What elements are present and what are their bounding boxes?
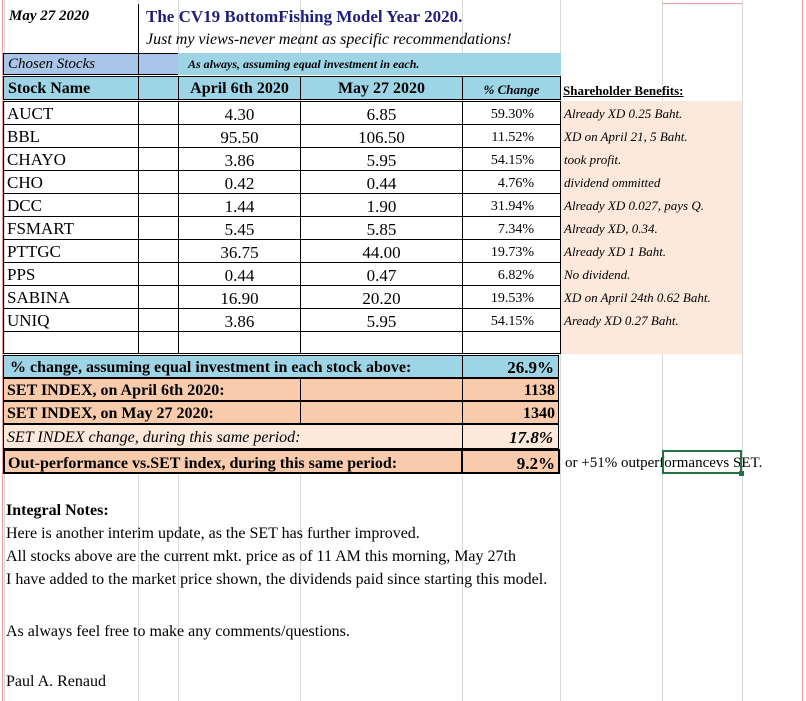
outperformance-label[interactable]: Out-performance vs.SET index, during this same period: [3, 449, 463, 474]
chosen-stocks-blank[interactable] [138, 53, 179, 75]
stock-name-cell[interactable]: AUCT [3, 101, 139, 125]
stock-name-cell[interactable]: DCC [3, 193, 139, 217]
page-subtitle: Just my views-never meant as specific recommendations! [146, 31, 512, 48]
border-line [662, 3, 742, 4]
chosen-stocks-label[interactable]: Chosen Stocks [3, 53, 139, 75]
outperformance-value[interactable]: 9.2% [461, 449, 560, 474]
blank-cell[interactable] [138, 170, 179, 194]
blank-cell[interactable] [138, 101, 179, 125]
april-price-cell[interactable]: 16.90 [178, 285, 301, 309]
blank-cell[interactable] [138, 124, 179, 148]
may-price-cell[interactable]: 6.85 [300, 101, 463, 125]
notes-line: As always feel free to make any comments/questions. [6, 623, 350, 640]
pct-change-cell[interactable]: 59.30% [462, 101, 561, 125]
set-may-value[interactable]: 1340 [462, 401, 559, 424]
stock-name-cell[interactable]: CHO [3, 170, 139, 194]
benefit-cell[interactable]: took profit. [561, 147, 742, 170]
set-may-label[interactable]: SET INDEX, on May 27 2020: [3, 401, 301, 424]
outperformance-note-part: or +51% outp [565, 455, 648, 471]
april-price-cell[interactable]: 1.44 [178, 193, 301, 217]
page-title: The CV19 BottomFishing Model Year 2020. [146, 7, 463, 26]
benefit-cell[interactable]: Aready XD 0.27 Baht. [561, 308, 742, 331]
date-cell[interactable]: May 27 2020 [9, 8, 89, 24]
set-change-label[interactable]: SET INDEX change, during this same period: [3, 424, 463, 449]
summary-pct-label[interactable]: % change, assuming equal investment in each stock above: [3, 355, 463, 378]
outperformance-note-part: erformance [647, 455, 716, 471]
blank-cell[interactable] [462, 331, 561, 354]
notes-heading: Integral Notes: [6, 502, 109, 519]
selected-cell-outline[interactable] [662, 450, 742, 474]
col-header-benefits[interactable]: Shareholder Benefits: [563, 83, 684, 98]
april-price-cell[interactable]: 95.50 [178, 124, 301, 148]
stock-name-cell[interactable]: UNIQ [3, 308, 139, 332]
benefit-cell[interactable]: Already XD, 0.34. [561, 216, 742, 239]
set-april-label[interactable]: SET INDEX, on April 6th 2020: [3, 378, 301, 401]
may-price-cell[interactable]: 5.95 [300, 308, 463, 332]
stock-name-cell[interactable]: CHAYO [3, 147, 139, 171]
col-header-may[interactable]: May 27 2020 [300, 76, 463, 100]
set-change-value[interactable]: 17.8% [462, 424, 559, 449]
benefit-cell[interactable]: Already XD 0.25 Baht. [561, 101, 742, 124]
blank-cell[interactable] [3, 331, 139, 354]
blank-cell[interactable] [138, 262, 179, 286]
set-april-value[interactable]: 1138 [462, 378, 559, 401]
blank-cell[interactable] [300, 331, 463, 354]
col-header-stock[interactable]: Stock Name [3, 76, 139, 100]
may-price-cell[interactable]: 0.47 [300, 262, 463, 286]
blank-cell[interactable] [178, 331, 301, 354]
notes-line: Here is another interim update, as the SET has further improved. [6, 525, 420, 542]
blank-cell[interactable] [138, 239, 179, 263]
pct-change-cell[interactable]: 11.52% [462, 124, 561, 148]
signature: Paul A. Renaud [6, 673, 106, 690]
benefit-cell[interactable]: dividend ommitted [561, 170, 742, 193]
stock-name-cell[interactable]: BBL [3, 124, 139, 148]
april-price-cell[interactable]: 36.75 [178, 239, 301, 263]
fill-handle[interactable] [739, 471, 744, 476]
pct-change-cell[interactable]: 54.15% [462, 147, 561, 171]
stock-name-cell[interactable]: PTTGC [3, 239, 139, 263]
benefit-cell[interactable]: XD on April 21, 5 Baht. [561, 124, 742, 147]
may-price-cell[interactable]: 106.50 [300, 124, 463, 148]
april-price-cell[interactable]: 4.30 [178, 101, 301, 125]
blank-cell[interactable] [138, 216, 179, 240]
divider [138, 4, 139, 54]
border-line [802, 0, 803, 701]
notes-line: I have added to the market price shown, the dividends paid since starting this model. [6, 571, 548, 588]
pct-change-cell[interactable]: 7.34% [462, 216, 561, 240]
may-price-cell[interactable]: 44.00 [300, 239, 463, 263]
benefit-cell[interactable]: No dividend. [561, 262, 742, 285]
pct-change-cell[interactable]: 31.94% [462, 193, 561, 217]
pct-change-cell[interactable]: 19.73% [462, 239, 561, 263]
blank-cell[interactable] [138, 308, 179, 332]
april-price-cell[interactable]: 5.45 [178, 216, 301, 240]
may-price-cell[interactable]: 5.95 [300, 147, 463, 171]
benefit-cell[interactable]: Already XD 1 Baht. [561, 239, 742, 262]
may-price-cell[interactable]: 5.85 [300, 216, 463, 240]
summary-pct-value[interactable]: 26.9% [462, 355, 559, 378]
april-price-cell[interactable]: 3.86 [178, 308, 301, 332]
set-april-blank[interactable] [300, 378, 463, 401]
equal-investment-note[interactable]: As always, assuming equal investment in each. [178, 53, 561, 75]
april-price-cell[interactable]: 0.42 [178, 170, 301, 194]
blank-cell[interactable] [138, 147, 179, 171]
blank-cell[interactable] [138, 285, 179, 309]
may-price-cell[interactable]: 20.20 [300, 285, 463, 309]
may-price-cell[interactable]: 0.44 [300, 170, 463, 194]
april-price-cell[interactable]: 3.86 [178, 147, 301, 171]
col-header-blank[interactable] [138, 76, 179, 100]
stock-name-cell[interactable]: SABINA [3, 285, 139, 309]
blank-cell[interactable] [138, 193, 179, 217]
may-price-cell[interactable]: 1.90 [300, 193, 463, 217]
benefit-cell[interactable]: Already XD 0.027, pays Q. [561, 193, 742, 216]
blank-cell[interactable] [561, 331, 742, 354]
benefit-cell[interactable]: XD on April 24th 0.62 Baht. [561, 285, 742, 308]
notes-line: All stocks above are the current mkt. price as of 11 AM this morning, May 27th [6, 548, 516, 565]
pct-change-cell[interactable]: 6.82% [462, 262, 561, 286]
gridline [742, 0, 743, 701]
pct-change-cell[interactable]: 19.53% [462, 285, 561, 309]
col-header-change[interactable]: % Change [462, 76, 561, 100]
pct-change-cell[interactable]: 54.15% [462, 308, 561, 332]
outperformance-note-part: vs SET. [715, 455, 763, 471]
stock-name-cell[interactable]: PPS [3, 262, 139, 286]
col-header-april[interactable]: April 6th 2020 [178, 76, 301, 100]
stock-name-cell[interactable]: FSMART [3, 216, 139, 240]
april-price-cell[interactable]: 0.44 [178, 262, 301, 286]
pct-change-cell[interactable]: 4.76% [462, 170, 561, 194]
blank-cell[interactable] [138, 331, 179, 354]
set-may-blank[interactable] [300, 401, 463, 424]
